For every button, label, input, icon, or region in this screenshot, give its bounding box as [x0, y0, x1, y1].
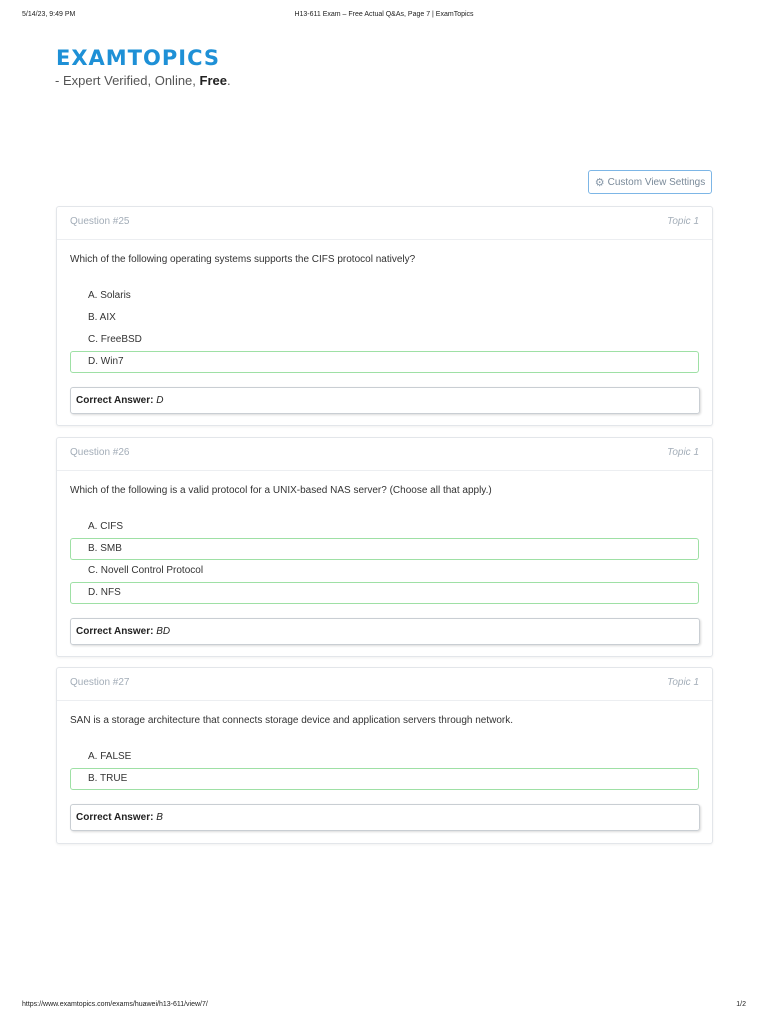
question-text: SAN is a storage architecture that connects storage device and application servers through network. — [70, 715, 514, 726]
question-header — [57, 438, 712, 471]
examtopics-logo[interactable] — [56, 46, 220, 72]
choice-b-correct[interactable]: B. TRUE — [70, 768, 699, 790]
correct-answer-label: Correct Answer: — [76, 395, 154, 406]
correct-answer-box — [70, 618, 700, 645]
print-title: H13-611 Exam – Free Actual Q&As, Page 7 | ExamTopics — [294, 11, 474, 18]
question-card — [56, 667, 713, 844]
question-topic: Topic 1 — [667, 216, 699, 227]
correct-answer-value: BD — [156, 626, 171, 637]
tagline — [55, 73, 231, 88]
print-date: 5/14/23, 9:49 PM — [22, 11, 76, 18]
question-card — [56, 437, 713, 657]
choice-d-correct[interactable]: D. NFS — [70, 582, 699, 604]
tagline-prefix: - Expert Verified, Online, — [55, 73, 200, 88]
choice-a[interactable]: A. FALSE — [88, 751, 132, 762]
question-topic: Topic 1 — [667, 447, 699, 458]
choice-b-correct[interactable]: B. SMB — [70, 538, 699, 560]
correct-answer-label: Correct Answer: — [76, 812, 154, 823]
gear-icon: ⚙ — [594, 176, 605, 189]
question-card — [56, 206, 713, 426]
choice-c[interactable]: C. FreeBSD — [88, 334, 142, 345]
choice-d-correct[interactable]: D. Win7 — [70, 351, 699, 373]
correct-answer-box — [70, 804, 700, 831]
question-number: Question #25 — [70, 216, 130, 227]
question-number: Question #27 — [70, 677, 130, 688]
custom-view-settings-button[interactable] — [588, 170, 712, 194]
correct-answer-label: Correct Answer: — [76, 626, 154, 637]
question-header — [57, 207, 712, 240]
print-header — [22, 11, 746, 23]
question-text: Which of the following operating systems supports the CIFS protocol natively? — [70, 254, 416, 265]
correct-answer-box — [70, 387, 700, 414]
tagline-bold: Free — [199, 73, 227, 88]
choice-b[interactable]: B. AIX — [88, 312, 116, 323]
print-page-number: 1/2 — [736, 1001, 746, 1008]
question-text: Which of the following is a valid protocol for a UNIX-based NAS server? (Choose all that apply.) — [70, 485, 492, 496]
choice-a[interactable]: A. CIFS — [88, 521, 124, 532]
correct-answer-value: B — [156, 812, 163, 823]
choice-c[interactable]: C. Novell Control Protocol — [88, 565, 204, 576]
question-header — [57, 668, 712, 701]
question-topic: Topic 1 — [667, 677, 699, 688]
tagline-suffix: . — [226, 73, 231, 88]
print-url: https://www.examtopics.com/exams/huawei/h13-611/view/7/ — [22, 1001, 208, 1008]
logo-text: EXAMTOPICS — [56, 46, 220, 70]
print-footer — [22, 1001, 746, 1013]
correct-answer-value: D — [156, 395, 164, 406]
settings-button-label: Custom View Settings — [607, 176, 706, 188]
question-number: Question #26 — [70, 447, 130, 458]
choice-a[interactable]: A. Solaris — [88, 290, 131, 301]
